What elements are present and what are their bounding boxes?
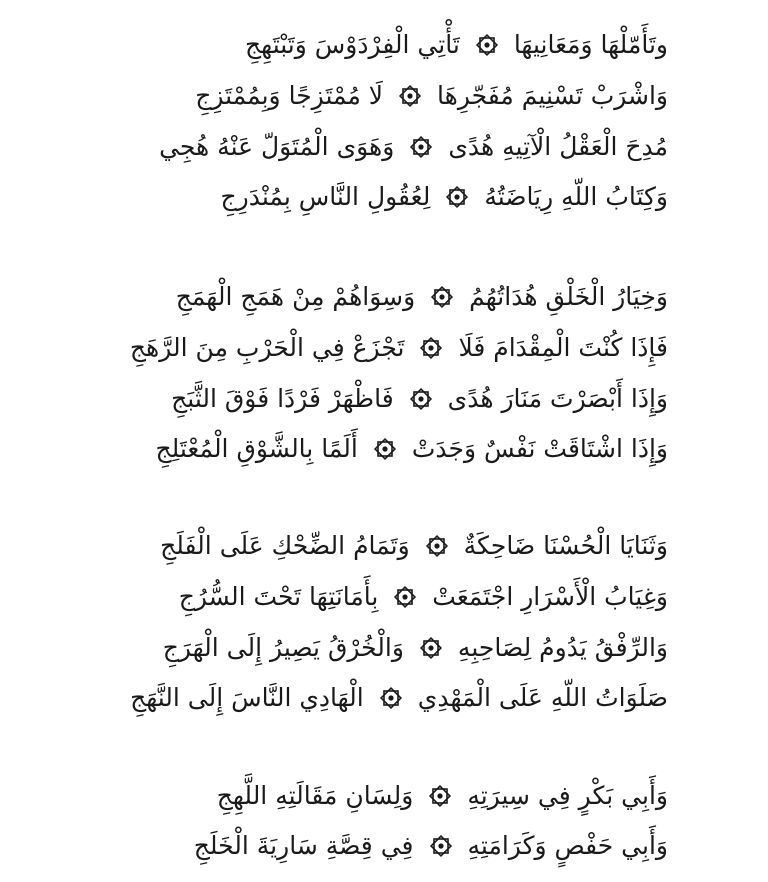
- eight-point-star-icon: [429, 284, 455, 310]
- hemistich-left: فِي قِصَّةِ سَارِيَةَ الْخَلَجِ: [193, 831, 414, 860]
- hemistich-right: فَإِذَا كُنْتَ الْمِقْدَامَ فَلَا: [458, 333, 668, 362]
- verse: [160, 526, 668, 566]
- hemistich-right: مُدِحَ الْعَقْلُ الْآتِيهِ هُدًى: [448, 132, 668, 161]
- hemistich-right: وَالرِّفْقُ يَدُومُ لِصَاحِبِهِ: [457, 633, 668, 662]
- eight-point-star-icon: [378, 685, 404, 711]
- hemistich-left: وَسِوَاهُمْ مِنْ هَمَجِ الْهَمَجِ: [175, 282, 416, 311]
- hemistich-right: وَغِيَابُ الْأَسْرَارِ اجْتَمَعَتْ: [432, 582, 668, 611]
- hemistich-left: الْهَادِي النَّاسَ إِلَى النَّهَجِ: [130, 683, 364, 712]
- hemistich-left: لِعُقُولِ النَّاسِ بِمُنْدَرِجِ: [220, 182, 431, 211]
- verse: [130, 328, 668, 368]
- eight-point-star-icon: [444, 184, 470, 210]
- verse: [171, 379, 668, 419]
- eight-point-star-icon: [427, 783, 453, 809]
- hemistich-left: وَهَوَى الْمُتَوَلّ عَنْهُ هُجِي: [159, 132, 395, 161]
- verse: [179, 577, 668, 617]
- verse: [217, 776, 668, 816]
- hemistich-right: وتَأَمّلْهَا وَمَعَانِيهَا: [513, 30, 668, 59]
- hemistich-left: تَجْزَعْ فِي الْحَرْبِ مِنَ الرَّهَجِ: [129, 333, 405, 362]
- verse: [194, 826, 668, 866]
- hemistich-left: فَاظْهَرْ فَرْدًا فَوْقَ الثَّبَجِ: [171, 384, 394, 413]
- hemistich-left: تَأْتِي الْفِرْدَوْسَ وَتَبْتَهِجِ: [245, 30, 460, 59]
- hemistich-right: وَإِذَا اشْتَاقَتْ نَفْسٌ وَجَدَتْ: [411, 434, 668, 463]
- eight-point-star-icon: [474, 32, 500, 58]
- hemistich-right: وَإِذَا أَبْصَرْتَ مَنَارَ هُدًى: [447, 384, 668, 413]
- eight-point-star-icon: [372, 436, 398, 462]
- verse: [159, 127, 668, 167]
- eight-point-star-icon: [408, 386, 434, 412]
- verse: [221, 177, 668, 217]
- eight-point-star-icon: [392, 584, 418, 610]
- verse: [163, 628, 668, 668]
- verse: [155, 429, 668, 469]
- eight-point-star-icon: [408, 134, 434, 160]
- hemistich-right: وَأَبِي حَفْصٍ وَكَرَامَتِهِ: [467, 831, 668, 860]
- eight-point-star-icon: [424, 533, 450, 559]
- eight-point-star-icon: [418, 635, 444, 661]
- hemistich-left: وَتَمَامُ الضِّحْكِ عَلَى الْفَلَجِ: [160, 531, 410, 560]
- verse: [176, 277, 668, 317]
- verse: [195, 76, 668, 116]
- hemistich-right: وَأَبِي بَكْرٍ فِي سِيرَتِهِ: [467, 781, 668, 810]
- eight-point-star-icon: [418, 335, 444, 361]
- verse: [245, 25, 668, 65]
- eight-point-star-icon: [397, 83, 423, 109]
- verse: [130, 678, 668, 718]
- hemistich-left: بِأَمَانَتِهَا تَحْتَ السُّرُجِ: [178, 582, 379, 611]
- eight-point-star-icon: [428, 833, 454, 859]
- hemistich-right: وَثَنَايَا الْحُسْنَا ضَاحِكَةٌ: [463, 531, 668, 560]
- hemistich-left: لَا مُمْتَزِجًا وَبِمُمْتَزِجِ: [195, 81, 384, 110]
- hemistich-right: وَكِتَابُ اللّهِ رِيَاضَتُهُ: [484, 182, 668, 211]
- hemistich-right: وَاشْرَبْ تَسْنِيمَ مُفَجّرِهَا: [437, 81, 668, 110]
- hemistich-left: أَلَمًا بِالشَّوْقِ الْمُعْتَلِجِ: [155, 434, 358, 463]
- hemistich-left: وَلِسَانِ مَقَالَتِهِ اللَّهِجِ: [216, 781, 414, 810]
- hemistich-right: وَخِيَارُ الْخَلْقِ هُدَاتُهُمُ: [469, 282, 668, 311]
- hemistich-right: صَلَوَاتُ اللّهِ عَلَى الْمَهْدِي: [417, 683, 668, 712]
- hemistich-left: وَالْخُرْقُ يَصِيرُ إِلَى الْهَرَجِ: [162, 633, 404, 662]
